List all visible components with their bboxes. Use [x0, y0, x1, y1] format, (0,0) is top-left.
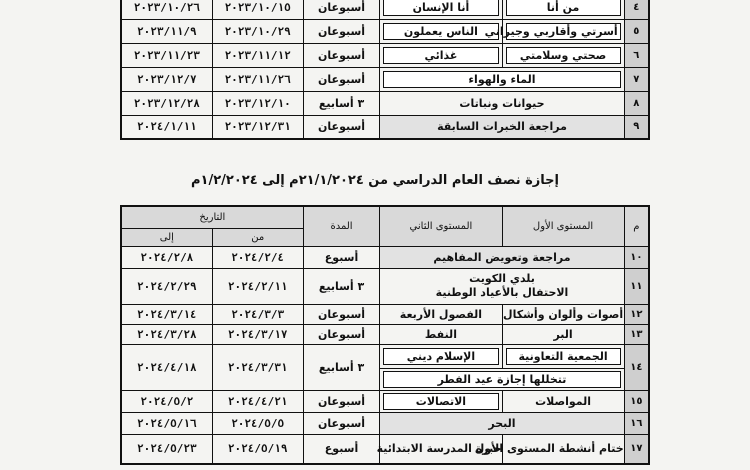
to-date-cell: ٢٠٢٤/٥/٢: [121, 390, 212, 412]
to-date-cell: ٢٠٢٣/١١/٩: [121, 19, 212, 43]
to-date-cell: ٢٠٢٤/٣/١٤: [121, 304, 212, 324]
to-date-cell: ٢٠٢٤/٥/١٦: [121, 412, 212, 434]
from-date-cell: ٢٠٢٣/١٢/١٠: [212, 91, 303, 115]
header-duration: المدة: [303, 206, 380, 246]
level1-cell: من أنا: [506, 0, 621, 16]
table-row: [121, 344, 649, 368]
merged-unit-cell: حيوانات ونباتات: [380, 91, 624, 115]
merged-line-1: بلدي الكويت: [469, 272, 535, 285]
row-number: ٩: [624, 115, 649, 139]
duration-cell: ٣ أسابيع: [303, 91, 380, 115]
row-number: ١٠: [624, 246, 649, 268]
merged-unit-cell: مراجعة وتعويض المفاهيم: [380, 246, 624, 268]
level2-cell: غذائي: [383, 47, 498, 64]
level1-cell: أسرتي وأقاربي وجيراني: [506, 23, 621, 40]
header-level1: المستوى الأول: [502, 206, 624, 246]
header-to: إلى: [121, 228, 212, 246]
merged-line-2: الاحتفال بالأعياد الوطنية: [435, 286, 569, 299]
from-date-cell: ٢٠٢٤/٤/٢١: [212, 390, 303, 412]
duration-cell: أسبوعان: [303, 43, 380, 67]
row-number: ١٦: [624, 412, 649, 434]
header-date: التاريخ: [121, 206, 303, 228]
table-row: [121, 0, 649, 19]
from-date-cell: ٢٠٢٣/١٢/٣١: [212, 115, 303, 139]
level1-cell: صحتي وسلامتي: [506, 47, 621, 64]
to-date-cell: ٢٠٢٤/٤/١٨: [121, 344, 212, 390]
from-date-cell: ٢٠٢٣/١٠/٢٩: [212, 19, 303, 43]
row-number: ١٢: [624, 304, 649, 324]
level1-cell: البر: [502, 324, 624, 344]
to-date-cell: ٢٠٢٤/٣/٢٨: [121, 324, 212, 344]
table-row: [121, 304, 649, 324]
level1-cell: الجمعية التعاونية: [506, 348, 621, 365]
merged-unit-cell: الماء والهواء: [383, 71, 620, 88]
header-from: من: [212, 228, 303, 246]
table-row: [121, 91, 649, 115]
from-date-cell: ٢٠٢٣/١١/٢٦: [212, 67, 303, 91]
duration-cell: أسبوعان: [303, 412, 380, 434]
duration-cell: أسبوعان: [303, 115, 380, 139]
to-date-cell: ٢٠٢٤/٢/٨: [121, 246, 212, 268]
table-row: [121, 434, 649, 464]
row-number: ١٥: [624, 390, 649, 412]
level2-cell: خبرة المدرسة الابتدائية: [380, 434, 502, 464]
to-date-cell: ٢٠٢٤/٥/٢٣: [121, 434, 212, 464]
from-date-cell: ٢٠٢٤/٣/١٧: [212, 324, 303, 344]
bottom-schedule-table: [120, 205, 650, 465]
table-row: [121, 324, 649, 344]
table-row: [121, 412, 649, 434]
header-level2: المستوى الثاني: [380, 206, 502, 246]
to-date-cell: ٢٠٢٣/١٢/٧: [121, 67, 212, 91]
duration-cell: أسبوعان: [303, 67, 380, 91]
mid-year-break-heading: إجازة نصف العام الدراسي من ٢١/١/٢٠٢٤م إلى ١/٢/٢٠٢٤م: [191, 173, 559, 188]
to-date-cell: ٢٠٢٤/١/١١: [121, 115, 212, 139]
level1-cell: ختام أنشطة المستوى الأول: [502, 434, 624, 464]
to-date-cell: ٢٠٢٤/٢/٢٩: [121, 268, 212, 304]
merged-unit-cell: مراجعة الخبرات السابقة: [380, 115, 624, 139]
merged-unit-cell: البحر: [380, 412, 624, 434]
level2-cell: الاتصالات: [383, 393, 498, 410]
duration-cell: أسبوعان: [303, 390, 380, 412]
from-date-cell: ٢٠٢٤/٥/٥: [212, 412, 303, 434]
level2-cell: أنا الإنسان: [383, 0, 498, 16]
duration-cell: أسبوعان: [303, 19, 380, 43]
duration-cell: أسبوعان: [303, 0, 380, 19]
row-number: ٥: [624, 19, 649, 43]
row-number: ١٣: [624, 324, 649, 344]
level1-cell: المواصلات: [502, 390, 624, 412]
table-row: [121, 115, 649, 139]
duration-cell: أسبوع: [303, 434, 380, 464]
duration-cell: أسبوعان: [303, 304, 380, 324]
table-row: [121, 246, 649, 268]
row-number: ٨: [624, 91, 649, 115]
from-date-cell: ٢٠٢٤/٢/١١: [212, 268, 303, 304]
row-number: ٤: [624, 0, 649, 19]
top-schedule-table: [120, 0, 650, 140]
duration-cell: ٣ أسابيع: [303, 268, 380, 304]
table-row: [121, 43, 649, 67]
level2-cell: الإسلام ديني: [383, 348, 498, 365]
duration-cell: أسبوع: [303, 246, 380, 268]
merged-unit-cell: [380, 268, 624, 304]
to-date-cell: ٢٠٢٣/١٠/٢٦: [121, 0, 212, 19]
row-number: ٦: [624, 43, 649, 67]
table-row: [121, 67, 649, 91]
to-date-cell: ٢٠٢٣/١٢/٢٨: [121, 91, 212, 115]
table-header-row: [121, 206, 649, 228]
level2-cell: الناس يعملون: [383, 23, 498, 40]
table-row: [121, 268, 649, 304]
from-date-cell: ٢٠٢٤/٣/٣١: [212, 344, 303, 390]
duration-cell: ٣ أسابيع: [303, 344, 380, 390]
from-date-cell: ٢٠٢٣/١٠/١٥: [212, 0, 303, 19]
from-date-cell: ٢٠٢٤/٢/٤: [212, 246, 303, 268]
row-number: ١٤: [624, 344, 649, 390]
to-date-cell: ٢٠٢٣/١١/٢٣: [121, 43, 212, 67]
duration-cell: أسبوعان: [303, 324, 380, 344]
header-num: م: [624, 206, 649, 246]
from-date-cell: ٢٠٢٤/٣/٣: [212, 304, 303, 324]
level2-cell: النفط: [380, 324, 502, 344]
row-number: ٧: [624, 67, 649, 91]
table-row: [121, 390, 649, 412]
row-number: ١١: [624, 268, 649, 304]
from-date-cell: ٢٠٢٤/٥/١٩: [212, 434, 303, 464]
row-number: ١٧: [624, 434, 649, 464]
table-row: [121, 19, 649, 43]
level2-cell: الفصول الأربعة: [380, 304, 502, 324]
eid-break-note: تتخللها إجازة عيد الفطر: [383, 371, 620, 388]
level1-cell: أصوات وألوان وأشكال: [502, 304, 624, 324]
from-date-cell: ٢٠٢٣/١١/١٢: [212, 43, 303, 67]
